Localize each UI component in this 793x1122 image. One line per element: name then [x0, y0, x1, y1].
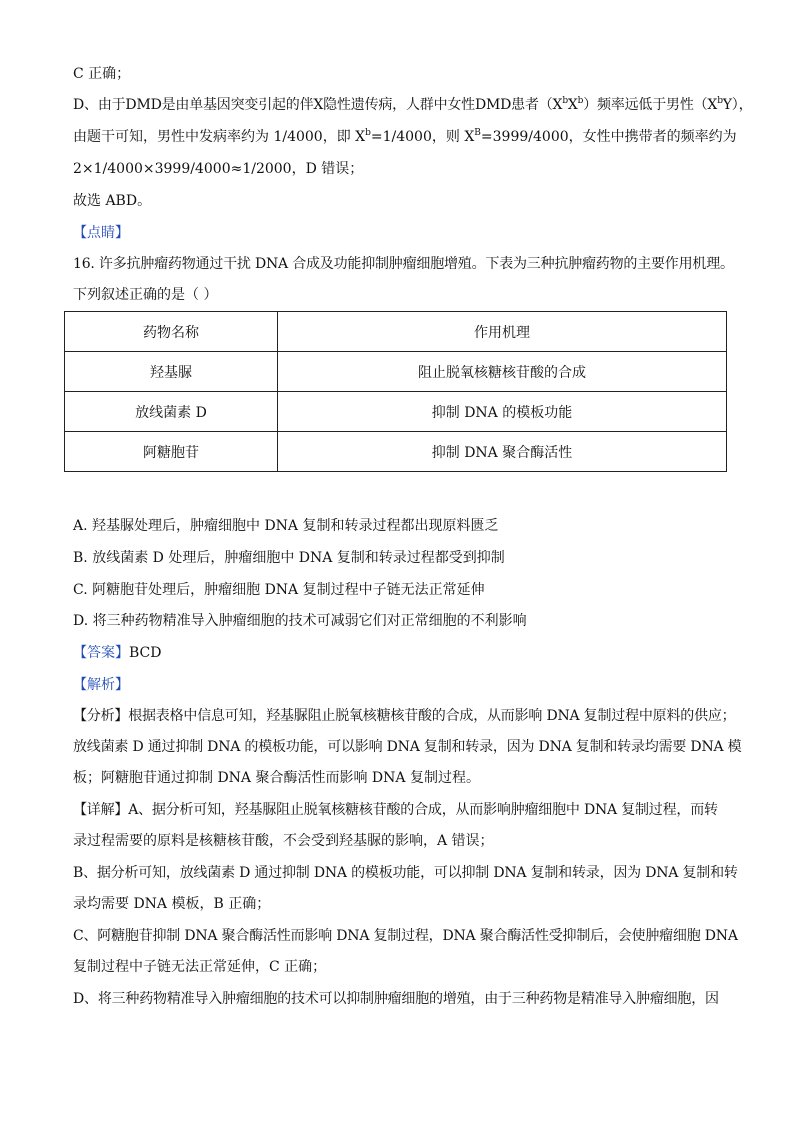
table-cell: 抑制 DNA 的模板功能 [278, 392, 727, 432]
text-span: X [567, 97, 578, 113]
table-cell: 放线菌素 D [65, 392, 278, 432]
superscript: b [577, 96, 584, 106]
analysis-tag: 【解析】 [73, 677, 129, 693]
analysis-line [73, 706, 736, 726]
detail-line: 录过程需要的原料是核糖核苷酸，不会受到羟基脲的影响，A 错误； [73, 833, 494, 849]
superscript: b [562, 96, 568, 106]
table-header-row [65, 312, 727, 352]
table-cell: 阿糖胞苷 [65, 432, 278, 472]
question-stem: 下列叙述正确的是（ ） [73, 287, 218, 303]
table-cell: 阻止脱氧核糖核苷酸的合成 [278, 352, 727, 392]
answer-value: BCD [129, 645, 162, 661]
text-span: Y）， [722, 97, 753, 113]
option-d: D. 将三种药物精准导入肿瘤细胞的技术可减弱它们对正常细胞的不利影响 [73, 613, 527, 629]
xiangjie-tag: 【详解】 [73, 802, 129, 818]
question-stem: 16. 许多抗肿瘤药物通过干扰 DNA 合成及功能抑制肿瘤细胞增殖。下表为三种抗肿瘤药物的主要作用机理。 [73, 256, 734, 272]
table-row [65, 352, 727, 392]
text-line: C 正确； [73, 66, 131, 82]
table-cell: 抑制 DNA 聚合酶活性 [278, 432, 727, 472]
detail-line: 复制过程中子链无法正常延伸，C 正确； [73, 959, 327, 975]
drug-table [64, 311, 727, 472]
fenxi-tag: 【分析】 [73, 708, 129, 724]
superscript: b [365, 128, 371, 138]
option-a: A. 羟基脲处理后，肿瘤细胞中 DNA 复制和转录过程都出现原料匮乏 [73, 518, 499, 534]
detail-line: 录均需要 DNA 模板，B 正确； [73, 896, 271, 912]
text-line [73, 95, 752, 115]
table-row [65, 392, 727, 432]
table-header-cell: 作用机理 [278, 312, 727, 352]
analysis-line: 放线菌素 D 通过抑制 DNA 的模板功能，可以影响 DNA 复制和转录，因为 DNA 复制和转录均需要 DNA 模 [73, 739, 742, 755]
table-cell: 羟基脲 [65, 352, 278, 392]
option-b: B. 放线菌素 D 处理后，肿瘤细胞中 DNA 复制和转录过程都受到抑制 [73, 550, 505, 566]
table-header-cell: 药物名称 [65, 312, 278, 352]
superscript: b [717, 96, 723, 106]
text-span: =3999/4000，女性中携带者的频率约为 [480, 129, 737, 145]
analysis-line: 板；阿糖胞苷通过抑制 DNA 聚合酶活性而影响 DNA 复制过程。 [73, 770, 480, 786]
text-span: =1/4000，则 X [370, 129, 475, 145]
detail-line: D、将三种药物精准导入肿瘤细胞的技术可以抑制肿瘤细胞的增殖，由于三种药物是精准导入肿瘤细胞，因 [73, 991, 719, 1007]
detail-line [73, 800, 718, 820]
text-line [73, 127, 737, 147]
text-span: A、据分析可知，羟基脲阻止脱氧核糖核苷酸的合成，从而影响肿瘤细胞中 DNA 复制过程，而转 [128, 802, 718, 818]
table-row [65, 432, 727, 472]
detail-line: C、阿糖胞苷抑制 DNA 聚合酶活性而影响 DNA 复制过程，DNA 聚合酶活性受抑制后，会使肿瘤细胞 DNA [73, 928, 738, 944]
section-tag: 【点睛】 [73, 225, 129, 241]
option-c: C. 阿糖胞苷处理后，肿瘤细胞 DNA 复制过程中子链无法正常延伸 [73, 582, 485, 598]
answer-tag: 【答案】 [73, 645, 129, 661]
superscript: B [474, 128, 481, 138]
text-span: D、由于DMD是由单基因突变引起的伴X隐性遗传病，人群中女性DMD患者（X [73, 97, 563, 113]
text-line: 故选 ABD。 [73, 193, 152, 209]
answer-line [73, 643, 161, 663]
text-span: ）频率远低于男性（X [583, 97, 718, 113]
detail-line: B、据分析可知，放线菌素 D 通过抑制 DNA 的模板功能，可以抑制 DNA 复制和转录，因为 DNA 复制和转 [73, 865, 738, 881]
text-span: 根据表格中信息可知，羟基脲阻止脱氧核糖核苷酸的合成，从而影响 DNA 复制过程中原料的供应； [128, 708, 736, 724]
text-line: 2×1/4000×3999/4000≈1/2000，D 错误； [73, 161, 364, 177]
text-span: 由题干可知，男性中发病率约为 1/4000，即 X [73, 129, 366, 145]
